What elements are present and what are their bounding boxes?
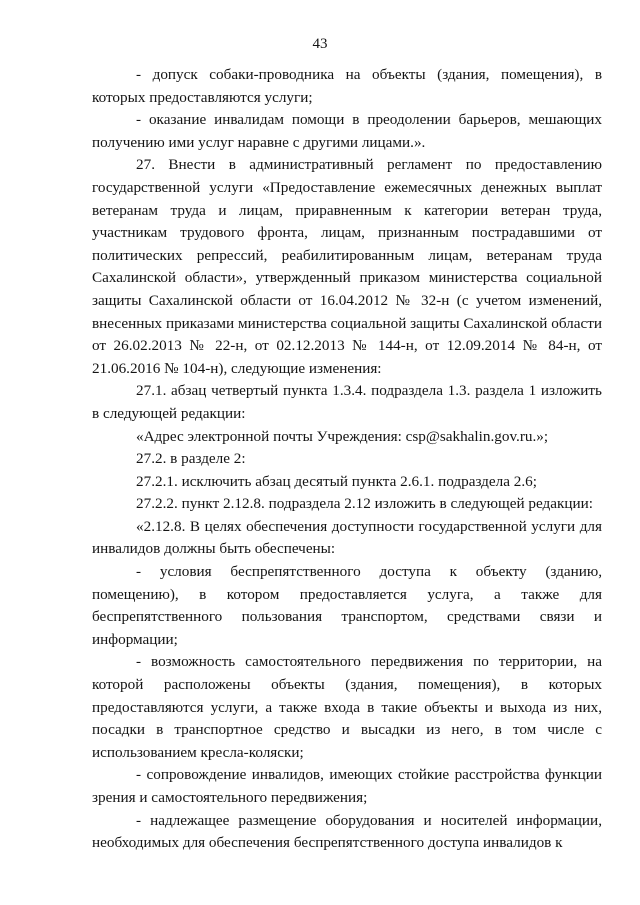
paragraph-guide-dog: - допуск собаки-проводника на объекты (здания, помещения), в которых предоставляются услуги; bbox=[92, 66, 602, 106]
paragraph-email: «Адрес электронной почты Учреждения: csp@sakhalin.gov.ru.»; bbox=[136, 427, 549, 445]
document-body bbox=[92, 64, 602, 855]
paragraph-2-12-8: «2.12.8. В целях обеспечения доступности государственной услуги для инвалидов должны быть обеспечены: bbox=[92, 517, 602, 558]
paragraph-mobility: - возможность самостоятельного передвижения по территории, на которой расположены объекты (здания, помещения), в которых предоставляются услуги, а также входа в такие объекты и выхода из них, посадки в транспортное средство и высадки из него, в том числе с использованием кресла-коляски; bbox=[92, 653, 602, 761]
paragraph-escort: - сопровождение инвалидов, имеющих стойкие расстройства функции зрения и самостоятельного передвижения; bbox=[92, 766, 602, 806]
paragraph-assistance: - оказание инвалидам помощи в преодолении барьеров, мешающих получению ими услуг наравне с другими лицами.». bbox=[92, 111, 602, 151]
paragraph-equipment: - надлежащее размещение оборудования и носителей информации, необходимых для обеспечения беспрепятственного доступа инвалидов к bbox=[92, 811, 602, 852]
paragraph-27-2: 27.2. в разделе 2: bbox=[136, 450, 246, 468]
page-number: 43 bbox=[312, 36, 328, 52]
paragraph-27: 27. Внести в административный регламент по предоставлению государственной услуги «Предоставление ежемесячных денежных выплат ветеранам труда и лицам, приравненным к категории ветеран труда, участникам трудового фронта, лицам, признанным пострадавшими от политических репрессий, реабилитированным лицам, ветеранам труда Сахалинской области», утвержденный приказом министерства социальной защиты Сахалинской области от 16.04.2012 № 32-н (с учетом изменений, внесенных приказами министерства социальной защиты Сахалинской области от 26.02.2013 № 22-н, от 02.12.2013 № 144-н, от 12.09.2014 № 84-н, от 21.06.2016 № 104-н), следующие изменения: bbox=[92, 156, 602, 377]
paragraph-27-1: 27.1. абзац четвертый пункта 1.3.4. подраздела 1.3. раздела 1 изложить в следующей редакции: bbox=[92, 382, 602, 422]
paragraph-27-2-2: 27.2.2. пункт 2.12.8. подраздела 2.12 изложить в следующей редакции: bbox=[136, 495, 593, 513]
paragraph-access-conditions: - условия беспрепятственного доступа к объекту (зданию, помещению), в котором предоставляется услуга, а также для беспрепятственного пользования транспортом, средствами связи и информации; bbox=[92, 563, 602, 648]
paragraph-27-2-1: 27.2.1. исключить абзац десятый пункта 2.6.1. подраздела 2.6; bbox=[136, 472, 537, 490]
